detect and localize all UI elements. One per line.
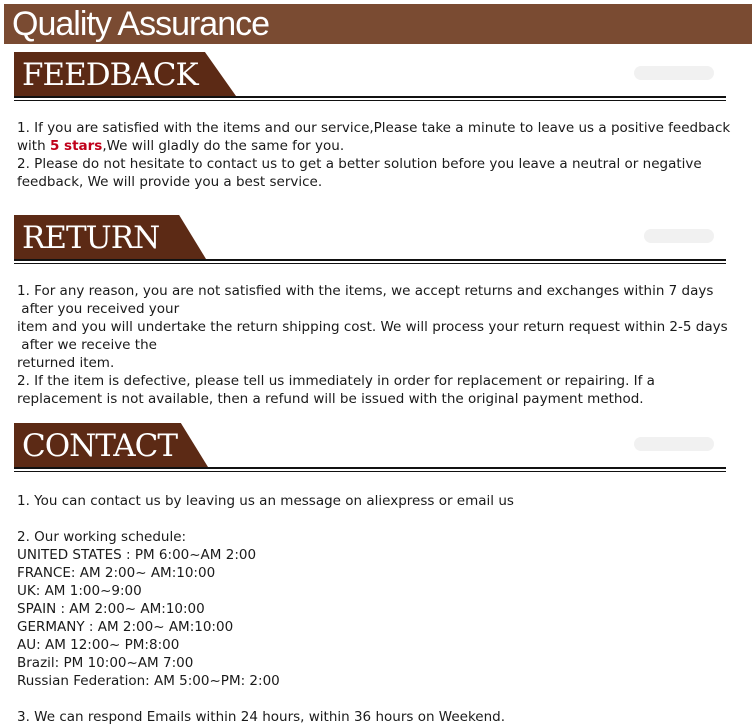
schedule-item: Brazil: PM 10:00~AM 7:00 [17, 655, 194, 671]
schedule-heading: 2. Our working schedule: [17, 529, 187, 545]
return-line: after we receive the [17, 337, 157, 353]
return-line: returned item. [17, 355, 115, 371]
feedback-line-post: ,We will gladly do the same for you. [102, 138, 345, 154]
return-line: replacement is not available, then a refund will be issued with the original payment method. [17, 391, 644, 407]
contact-header-decoration [634, 437, 714, 451]
schedule-item: SPAIN : AM 2:00~ AM:10:00 [17, 601, 205, 617]
schedule-item: UNITED STATES : PM 6:00~AM 2:00 [17, 547, 257, 563]
response-time: 3. We can respond Emails within 24 hours, within 36 hours on Weekend. [17, 709, 506, 725]
return-rule [14, 259, 726, 261]
contact-text [17, 492, 737, 726]
contact-header [14, 423, 726, 473]
feedback-title: FEEDBACK [22, 57, 198, 93]
feedback-header-decoration [634, 66, 714, 80]
banner-title: Quality Assurance [12, 5, 270, 43]
feedback-line: 1. If you are satisfied with the items and our service,Please take a minute to leave us a positive feedback [17, 120, 731, 136]
return-line: 2. If the item is defective, please tell us immediately in order for replacement or repairing. If a [17, 373, 655, 389]
feedback-line [17, 137, 737, 155]
contact-title: CONTACT [22, 428, 178, 464]
schedule-item: AU: AM 12:00~ PM:8:00 [17, 637, 180, 653]
return-line: 1. For any reason, you are not satisfied with the items, we accept returns and exchanges within 7 days [17, 283, 714, 299]
schedule-item: GERMANY : AM 2:00~ AM:10:00 [17, 619, 234, 635]
feedback-text [17, 119, 737, 191]
schedule-item: UK: AM 1:00~9:00 [17, 583, 142, 599]
blank-line [17, 690, 737, 708]
schedule-item: Russian Federation: AM 5:00~PM: 2:00 [17, 673, 280, 689]
return-header-decoration [644, 229, 714, 243]
feedback-line-pre: with [17, 138, 50, 154]
feedback-line: feedback, We will provide you a best service. [17, 174, 323, 190]
schedule-item: FRANCE: AM 2:00~ AM:10:00 [17, 565, 216, 581]
feedback-rule [14, 96, 726, 98]
feedback-rule-thin [14, 100, 726, 101]
five-stars-highlight: 5 stars [49, 138, 103, 154]
contact-intro: 1. You can contact us by leaving us an message on aliexpress or email us [17, 493, 514, 509]
banner [4, 4, 752, 44]
blank-line [17, 510, 737, 528]
return-rule-thin [14, 263, 726, 264]
return-text [17, 282, 737, 408]
contact-rule [14, 467, 726, 469]
feedback-header [14, 52, 726, 102]
return-line: after you received your [17, 301, 180, 317]
return-line: item and you will undertake the return shipping cost. We will process your return request within 2-5 days [17, 319, 728, 335]
return-title: RETURN [22, 220, 160, 256]
feedback-line: 2. Please do not hesitate to contact us to get a better solution before you leave a neutral or negative [17, 156, 702, 172]
contact-rule-thin [14, 471, 726, 472]
return-header [14, 215, 726, 265]
